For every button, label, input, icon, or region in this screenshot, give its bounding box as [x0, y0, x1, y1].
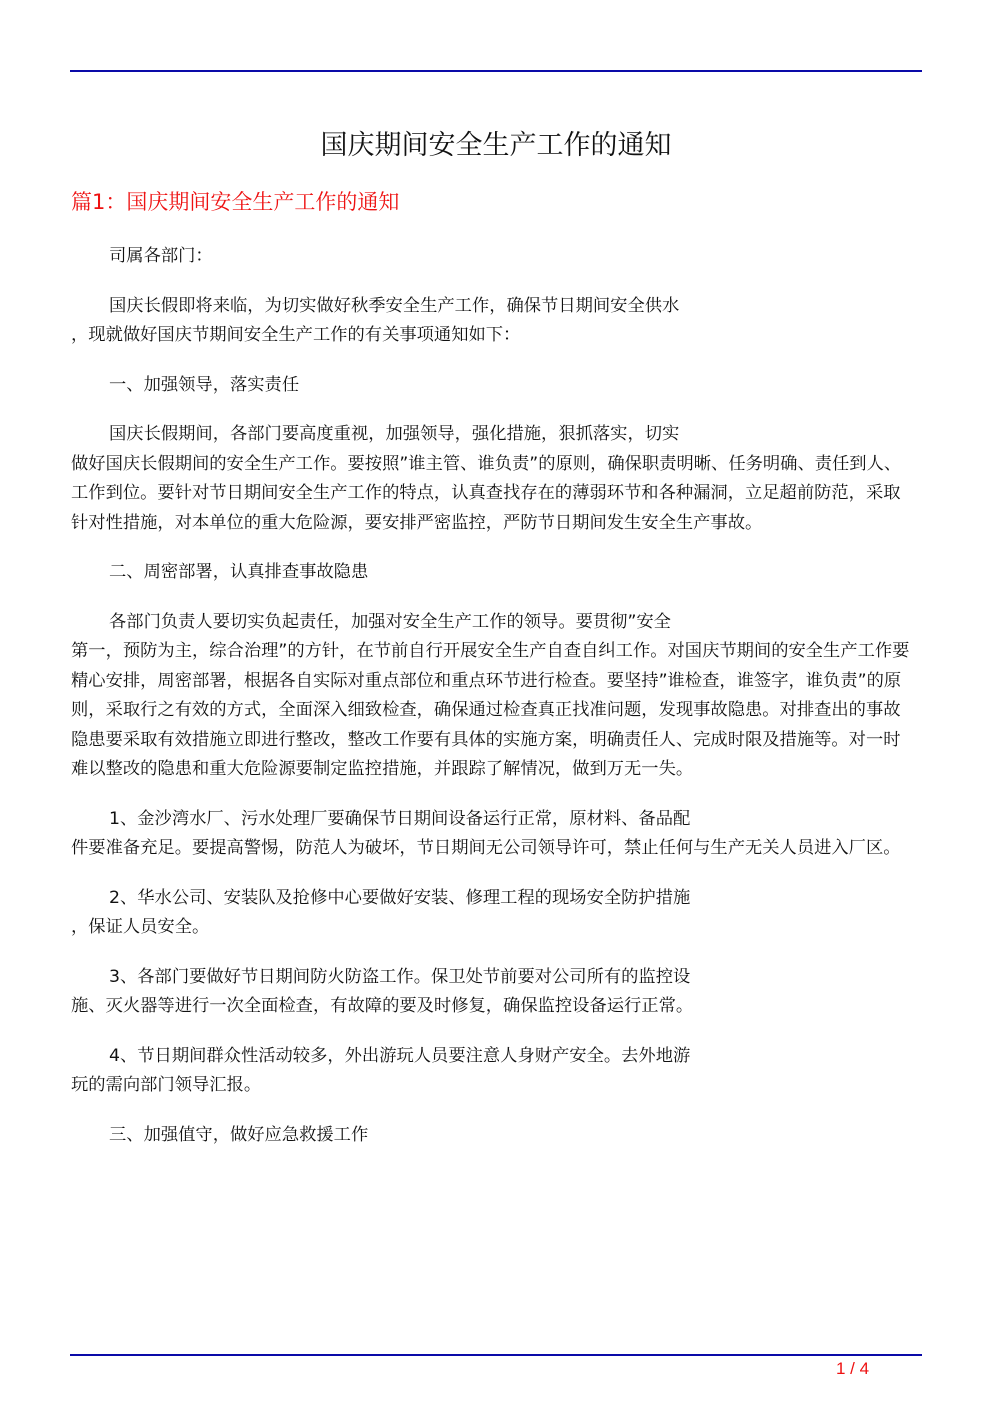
header-rule — [70, 70, 922, 72]
document-body — [71, 242, 916, 1170]
document-title: 国庆期间安全生产工作的通知 — [320, 130, 672, 161]
footer-rule — [70, 1354, 922, 1356]
heading-section-3: 三、加强值守，做好应急救援工作 — [109, 1124, 369, 1145]
section-title: 篇1：国庆期间安全生产工作的通知 — [71, 190, 400, 214]
list-item-4: 4、节日期间群众性活动较多，外出游玩人员要注意人身财产安全。去外地游 玩的需向部门领导汇报。 — [71, 1045, 691, 1095]
list-item-1: 1、金沙湾水厂、污水处理厂要确保节日期间设备运行正常，原材料、备品配 件要准备充足。要提高警惕，防范人为破坏，节日期间无公司领导许可，禁止任何与生产无关人员进入厂区。 — [71, 808, 901, 858]
list-item-2: 2、华水公司、安装队及抢修中心要做好安装、修理工程的现场安全防护措施 ，保证人员安全。 — [71, 887, 691, 937]
paragraph-salutation: 司属各部门： — [109, 246, 213, 266]
heading-section-1: 一、加强领导，落实责任 — [109, 374, 300, 395]
page-number: 1 / 4 — [836, 1359, 870, 1378]
paragraph-section-2: 各部门负责人要切实负起责任，加强对安全生产工作的领导。要贯彻”安全 第一，预防为主，综合治理”的方针，在节前自行开展安全生产自查自纠工作。对国庆节期间的安全生产工作要精心安排，周密部署，根据各自实际对重点部位和重点环节进行检查。要坚持”谁检查，谁签字，谁负责”的原则，采取行之有效的方式，全面深入细致检查，确保通过检查真正找准问题，发现事故隐患。对排查出的事故隐患要采取有效措施立即进行整改，整改工作要有具体的实施方案，明确责任人、完成时限及措施等。对一时难以整改的隐患和重大危险源要制定监控措施，并跟踪了解情况，做到万无一失。 — [71, 611, 910, 779]
paragraph-section-1: 国庆长假期间，各部门要高度重视，加强领导，强化措施，狠抓落实，切实 做好国庆长假期间的安全生产工作。要按照”谁主管、谁负责”的原则，确保职责明晰、任务明确、责任到人、工作到位。要针对节日期间安全生产工作的特点，认真查找存在的薄弱环节和各种漏洞，立足超前防范，采取针对性措施，对本单位的重大危险源，要安排严密监控，严防节日期间发生安全生产事故。 — [71, 424, 902, 533]
heading-section-2: 二、周密部署，认真排查事故隐患 — [109, 562, 369, 582]
paragraph-intro: 国庆长假即将来临，为切实做好秋季安全生产工作，确保节日期间安全供水 ，现就做好国庆节期间安全生产工作的有关事项通知如下： — [71, 295, 680, 345]
list-item-3: 3、各部门要做好节日期间防火防盗工作。保卫处节前要对公司所有的监控设 施、灭火器等进行一次全面检查，有故障的要及时修复，确保监控设备运行正常。 — [71, 966, 694, 1016]
